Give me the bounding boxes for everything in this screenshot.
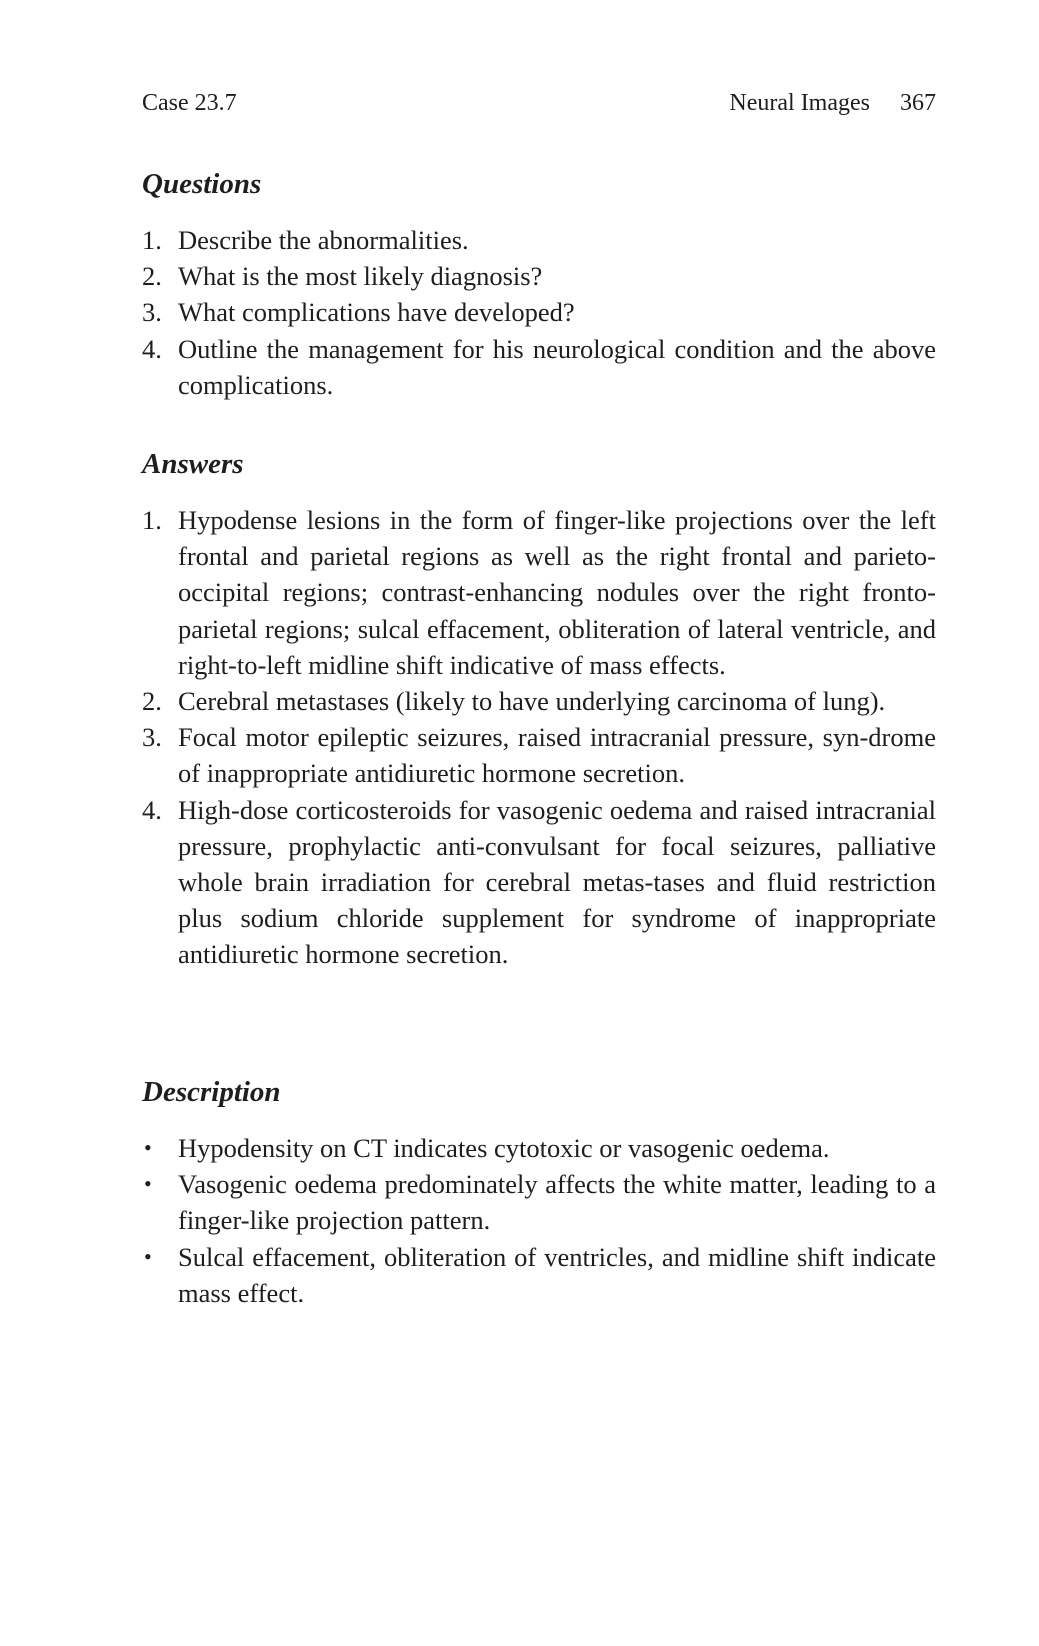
item-number: 2. — [142, 686, 162, 717]
list-item — [142, 792, 936, 973]
item-text: Hypodensity on CT indicates cytotoxic or vasogenic oedema. — [178, 1133, 830, 1163]
item-text: Focal motor epileptic seizures, raised intracranial pressure, syn-drome of inappropriate antidiuretic hormone secretion. — [178, 722, 936, 789]
item-text: What is the most likely diagnosis? — [178, 261, 543, 292]
list-item — [142, 502, 936, 683]
list-item — [142, 1130, 936, 1166]
running-title-group — [729, 90, 936, 117]
item-number: 4. — [142, 794, 162, 825]
answers-list — [142, 502, 936, 973]
item-number: 2. — [142, 261, 162, 292]
questions-list — [142, 222, 936, 403]
item-number: 4. — [142, 333, 162, 364]
description-list — [142, 1130, 936, 1311]
list-item — [142, 683, 936, 719]
answers-heading: Answers — [142, 448, 244, 480]
item-text: Cerebral metastases (likely to have underlying carcinoma of lung). — [178, 686, 886, 717]
item-text: Sulcal effacement, obliteration of ventricles, and midline shift indicate mass effect. — [178, 1241, 936, 1308]
item-text: High-dose corticosteroids for vasogenic oedema and raised intracranial pressure, prophylactic anti-convulsant for focal seizures, palliative whole brain irradiation for cerebral metas-tases and fluid restriction plus sodium chloride supplement for syndrome of inappropriate antidiuretic hormone secretion. — [178, 794, 936, 970]
running-title: Neural Images — [729, 90, 870, 116]
list-item — [142, 258, 936, 294]
bullet-icon: • — [144, 1135, 152, 1160]
item-number: 3. — [142, 297, 162, 328]
bullet-icon: • — [144, 1243, 152, 1269]
item-text: What complications have developed? — [178, 297, 575, 328]
item-number: 3. — [142, 722, 162, 753]
page-number: 367 — [900, 90, 936, 116]
item-text: Hypodense lesions in the form of finger-like projections over the left frontal and parietal regions as well as the right frontal and parieto-occipital regions; contrast-enhancing nodules over the right fronto-parietal regions; sulcal effacement, obliteration of lateral ventricle, and right-to-left midline shift indicative of mass effects. — [178, 505, 936, 680]
running-head — [142, 90, 936, 120]
list-item — [142, 719, 936, 791]
item-number: 1. — [142, 225, 162, 255]
list-item — [142, 222, 936, 258]
item-text: Describe the abnormalities. — [178, 225, 469, 255]
description-heading: Description — [142, 1076, 281, 1108]
list-item — [142, 294, 936, 330]
case-label: Case 23.7 — [142, 90, 237, 116]
bullet-icon: • — [144, 1171, 152, 1197]
item-text: Vasogenic oedema predominately affects the white matter, leading to a finger-like projection pattern. — [178, 1169, 936, 1236]
list-item — [142, 1239, 936, 1311]
questions-heading: Questions — [142, 168, 262, 200]
item-text: Outline the management for his neurological condition and the above complications. — [178, 333, 936, 400]
item-number: 1. — [142, 505, 162, 535]
list-item — [142, 331, 936, 403]
list-item — [142, 1166, 936, 1238]
